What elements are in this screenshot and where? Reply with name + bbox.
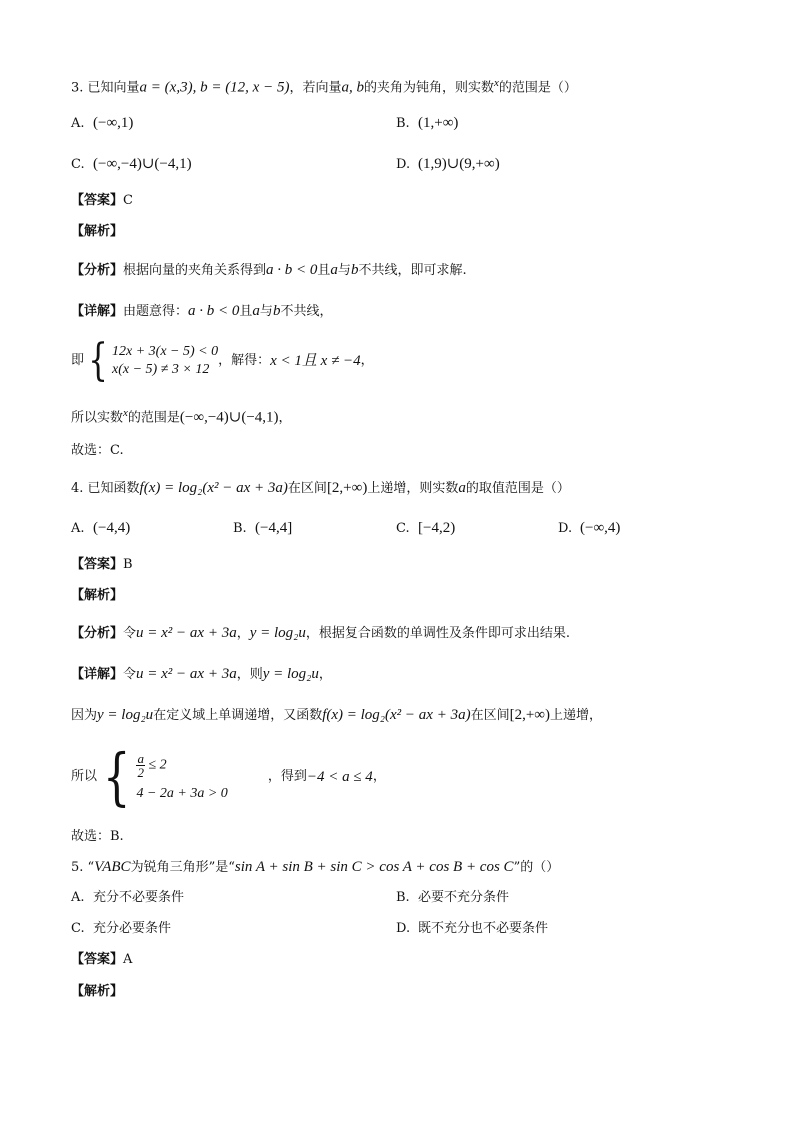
q5-option-d-label: D. [396,921,411,936]
q3-fenxi [71,261,467,280]
q4-fenxi-text2: ， [236,626,250,641]
q3-system [71,335,374,386]
q3-option-c [71,155,192,174]
q3-stem-prefix: 3. 已知向量 [71,80,140,96]
q4-stem-func: f(x) = log₂(x² − ax + 3a) [139,480,288,496]
q4-system-fraction [136,752,145,779]
q5-option-a [71,889,184,907]
q3-range-math: (−∞,−4)∪(−4,1) [179,409,279,426]
q4-xj-text1: 令 [123,667,137,682]
q4-system-row1-rest: ≤ 2 [144,757,167,773]
q4-system-end: ， [372,769,386,784]
q3-xj-b: b [272,303,281,319]
q3-option-a-text: (−∞,1) [93,115,134,131]
q3-xiangjie [71,302,332,321]
q5-option-c [71,920,171,938]
q4-option-d-label: D. [558,521,573,536]
q3-fenxi-a: a [330,262,338,278]
q4-stem-a: a [458,480,466,496]
q4-because-text2: 在定义域上单调递增，又函数 [153,708,323,723]
q5-answer-value: A [123,952,133,967]
q4-because-text4: 上递增， [550,708,603,723]
q5-stem-prefix: 5. “ [71,860,95,875]
q3-answer-value: C [123,193,133,208]
q3-fenxi-text1: 根据向量的夹角关系得到 [123,263,267,278]
q3-option-d [396,155,500,174]
q3-stem-suffix: 的夹角为钝角，则实数 [363,80,494,96]
q3-xj-text4: 不共线， [280,304,333,319]
q5-answer [71,951,132,969]
q3-stem [71,74,577,97]
q3-option-d-text: (1,9)∪(9,+∞) [418,156,500,172]
q4-because-text3: 在区间 [470,708,510,723]
q4-stem-suffix: 上递增，则实数 [367,481,459,496]
q3-stem-end: 的范围是（） [498,80,577,96]
q3-answer-tag: 【答案】 [71,193,124,208]
q5-option-a-text: 充分不必要条件 [93,890,185,905]
q3-option-b-label: B. [396,116,410,131]
q4-fenxi-math1: u = x² − ax + 3a [136,625,237,641]
q3-option-d-label: D. [396,157,411,172]
q3-xj-text2: 且 [239,304,253,319]
q5-option-c-text: 充分必要条件 [93,921,172,936]
q4-choose [71,828,124,846]
q3-range [71,404,292,427]
left-brace-icon: { [102,740,131,813]
q4-fenxi-text3: ，根据复合函数的单调性及条件即可求出结果. [305,626,571,641]
q4-xj-math1: u = x² − ax + 3a [136,666,237,682]
q4-because-text1: 因为 [71,708,98,723]
q4-choose-text: 故选：B. [71,829,124,844]
q3-choose [71,442,124,460]
q4-stem-end: 的取值范围是（） [465,481,570,496]
q4-fenxi [71,624,570,643]
q4-option-d-text: (−∞,4) [580,520,621,536]
q3-choose-text: 故选：C. [71,443,124,458]
q4-because-math: y = log₂u [97,707,154,723]
q5-option-b-label: B. [396,890,410,905]
q3-xj-text3: 与 [259,304,273,319]
q4-stem-prefix: 4. 已知函数 [71,481,140,496]
q5-stem-triangle: VABC [94,859,131,875]
q3-xj-math: a · b < 0 [188,303,240,319]
q4-fenxi-tag: 【分析】 [71,626,124,641]
q4-analysis-tag [71,587,123,605]
q4-xj-math2: y = log₂u [262,666,319,682]
q5-stem-end: ”的（） [513,860,560,875]
q3-xj-text1: 由题意得： [123,304,189,319]
q5-analysis-tag [71,983,123,1001]
q5-answer-tag: 【答案】 [71,952,124,967]
q5-option-b-text: 必要不充分条件 [418,890,510,905]
q4-answer [71,556,133,574]
q3-fenxi-text2: 且 [317,263,331,278]
q3-xiangjie-tag: 【详解】 [71,304,124,319]
q4-system-row2: 4 − 2a + 3a > 0 [136,785,228,801]
q3-range-end: ， [278,410,292,426]
q4-answer-value: B [123,557,133,572]
q4-xiangjie-tag: 【详解】 [71,667,124,682]
q3-range-text2: 的范围是 [127,410,180,426]
left-brace-icon: { [88,335,108,386]
q5-stem-inequality: sin A + sin B + sin C > cos A + cos B + cos C [234,859,514,875]
q5-stem [71,858,559,877]
q4-fenxi-text1: 令 [123,626,137,641]
q3-system-after: ，解得： [218,353,271,368]
q4-stem [71,479,570,498]
q5-option-c-label: C. [71,921,85,936]
q5-option-d [396,920,548,938]
q4-option-a [71,519,130,538]
q3-xj-a: a [252,303,260,319]
q3-analysis-tag-text: 【解析】 [71,224,124,239]
q4-option-b-text: (−4,4] [255,520,293,536]
q3-option-c-label: C. [71,157,85,172]
q4-fenxi-math2: y = log₂u [249,625,306,641]
q4-option-a-text: (−4,4) [93,520,131,536]
q3-option-b [396,114,458,133]
q3-system-row2: x(x − 5) ≠ 3 × 12 [112,362,210,377]
q3-option-a [71,114,133,133]
q4-fraction-denominator: 2 [137,764,144,780]
q3-stem-x: x [494,77,499,89]
q3-system-result: x < 1且 x ≠ −4 [270,353,361,369]
q4-system-block [97,740,228,813]
q3-stem-mid: ，若向量 [289,80,342,96]
q4-system-row1 [136,752,227,779]
q3-option-a-label: A. [71,116,85,131]
q4-option-a-label: A. [71,521,85,536]
q4-analysis-tag-text: 【解析】 [71,588,124,603]
q4-system-after: ，得到 [267,769,307,784]
q3-fenxi-text4: 不共线，即可求解. [358,263,467,278]
q4-xj-text2: ，则 [236,667,263,682]
q5-option-a-label: A. [71,890,85,905]
q4-fraction-numerator: a [137,750,144,766]
q4-option-c-text: [−4,2) [418,520,456,536]
q3-analysis-tag [71,223,123,241]
q4-xiangjie [71,665,332,684]
q4-stem-interval: [2,+∞) [326,480,368,496]
q4-suoyi: 所以 [71,769,98,784]
q5-stem-text1: 为锐角三角形”是“ [130,860,235,875]
q3-fenxi-math: a · b < 0 [266,262,318,278]
q3-system-block [84,335,219,386]
q4-because [71,706,602,725]
q4-option-c-label: C. [396,521,410,536]
q5-option-b [396,889,509,907]
q3-ji: 即 [71,353,85,368]
q5-analysis-tag-text: 【解析】 [71,984,124,999]
q4-option-b-label: B. [233,521,247,536]
q4-system-result: −4 < a ≤ 4 [306,769,373,785]
q3-option-b-text: (1,+∞) [418,115,459,131]
q4-option-b [233,519,292,538]
q3-system-end: ， [360,353,374,368]
q3-system-row1: 12x + 3(x − 5) < 0 [112,344,219,359]
q4-option-d [558,519,620,538]
q4-answer-tag: 【答案】 [71,557,124,572]
q5-option-d-text: 既不充分也不必要条件 [418,921,549,936]
q3-fenxi-text3: 与 [337,263,351,278]
q3-fenxi-tag: 【分析】 [71,263,124,278]
q3-stem-vectors: a = (x,3), b = (12, x − 5) [139,79,290,96]
q4-because-interval: [2,+∞) [509,707,550,723]
q3-answer [71,192,133,210]
q4-option-c [396,519,455,538]
q3-stem-ab: a, b [341,79,364,96]
q4-because-func: f(x) = log₂(x² − ax + 3a) [322,707,471,723]
q4-stem-mid: 在区间 [287,481,327,496]
q3-option-c-text: (−∞,−4)∪(−4,1) [93,156,192,172]
q3-fenxi-b: b [350,262,359,278]
q4-xj-text3: ， [318,667,332,682]
q3-range-x: x [123,407,128,419]
q3-range-text1: 所以实数 [71,410,124,426]
q4-system [71,740,386,813]
